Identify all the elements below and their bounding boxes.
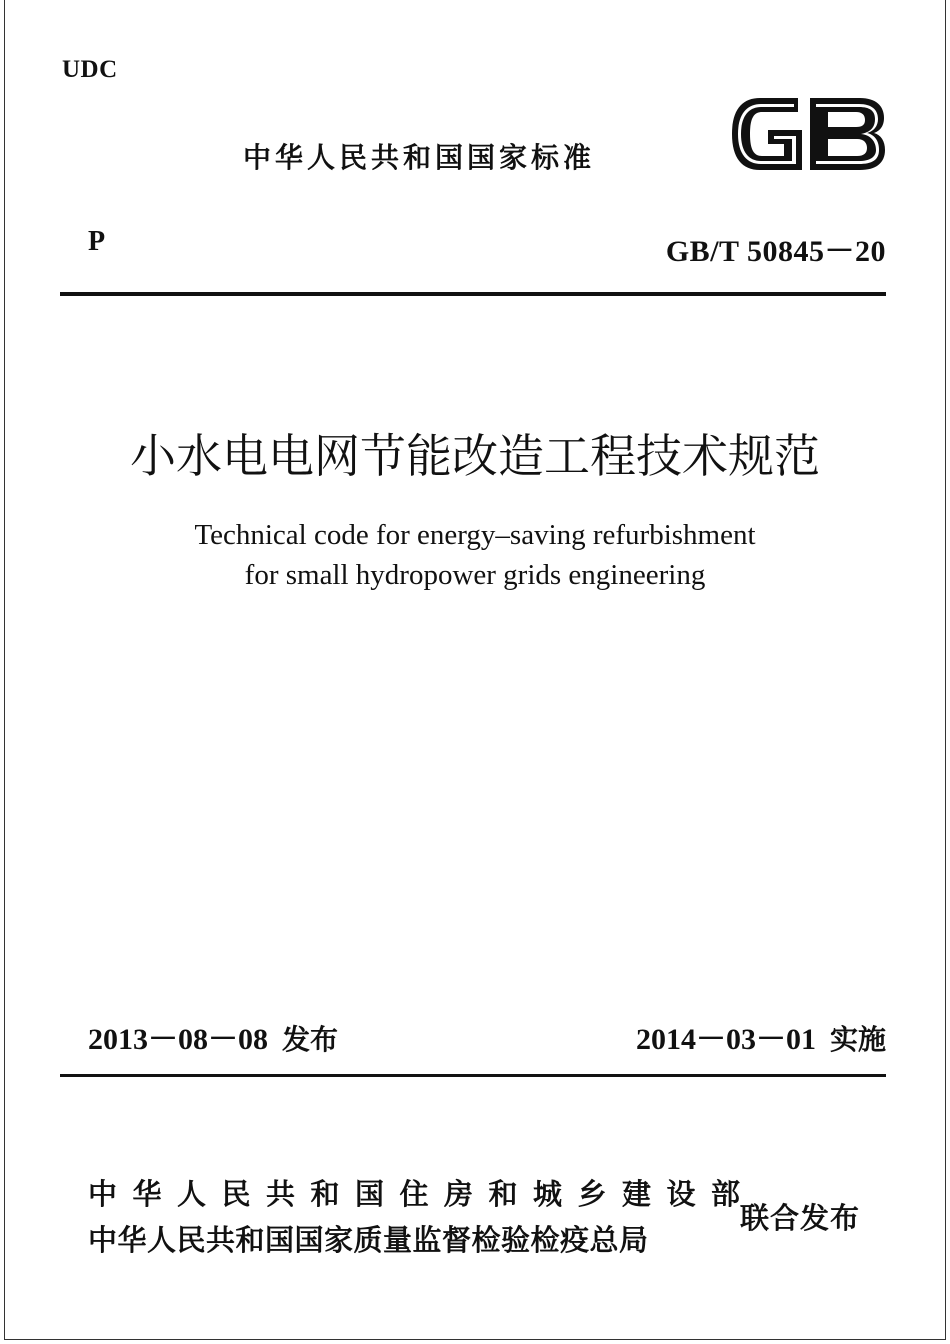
top-divider <box>60 292 886 296</box>
issued-word: 发布 <box>282 1023 339 1056</box>
standard-number: GB/T 50845－20 <box>665 235 886 268</box>
title-chinese: 小水电电网节能改造工程技术规范 <box>130 429 820 483</box>
effective-date-row <box>636 1014 886 1058</box>
effective-word: 实施 <box>829 1023 886 1056</box>
standard-category: 中华人民共和国国家标准 <box>243 141 596 174</box>
joint-release-label: 联合发布 <box>740 1201 861 1235</box>
issued-date-row <box>88 1014 338 1058</box>
page-frame <box>4 0 946 1340</box>
classification-code: P <box>88 226 106 257</box>
bottom-divider <box>60 1074 886 1077</box>
udc-label: UDC <box>62 56 118 83</box>
issued-date: 2013－08－08 <box>88 1023 268 1056</box>
title-english <box>0 515 950 595</box>
gb-logo-icon <box>728 92 888 176</box>
issuer-aqsiq: 中华人民共和国国家质量监督检验检疫总局 <box>88 1223 649 1257</box>
title-english-line2: for small hydropower grids engineering <box>244 559 706 591</box>
title-english-line1: Technical code for energy–saving refurbishment <box>194 519 756 551</box>
effective-date: 2014－03－01 <box>635 1023 816 1056</box>
issuer-ministry: 中华人民共和国住房和城乡建设部 <box>88 1177 756 1211</box>
